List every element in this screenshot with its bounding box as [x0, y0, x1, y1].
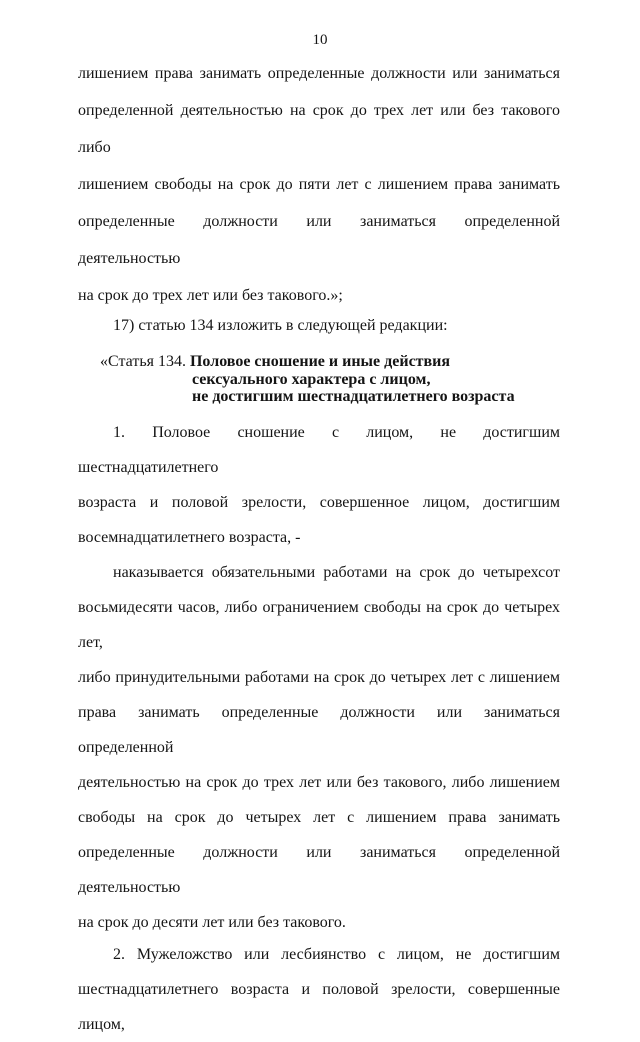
text-line: либо принудительными работами на срок до четырех лет с лишением [78, 668, 560, 686]
text-line: определенной деятельностью на срок до трех лет или без такового либо [78, 102, 560, 156]
text-line: свободы на срок до четырех лет с лишением права занимать [78, 808, 560, 826]
text-line: восьмидесяти часов, либо ограничением свободы на срок до четырех лет, [78, 598, 560, 651]
page-number: 10 [312, 32, 328, 48]
paragraph-part-2 [78, 937, 560, 1042]
text-line: наказывается обязательными работами на срок до четырехсот [113, 563, 560, 581]
text-line: на срок до трех лет или без такового.»; [78, 287, 343, 304]
article-heading-line [100, 353, 560, 371]
article-title-line-1: Половое сношение и иные действия [189, 353, 451, 370]
paragraph-part-1 [78, 415, 560, 555]
text-line: деятельностью на срок до трех лет или без такового, либо лишением [78, 773, 560, 791]
text-line: шестнадцатилетнего возраста и половой зрелости, совершенные лицом, [78, 980, 560, 1033]
text-line: права занимать определенные должности или заниматься определенной [78, 703, 560, 756]
text-line: возраста и половой зрелости, совершенное лицом, достигшим [78, 493, 560, 511]
text-line: определенные должности или заниматься определенной деятельностью [78, 213, 560, 267]
article-title-line-3: не достигшим шестнадцатилетнего возраста [192, 388, 515, 405]
text-line: восемнадцатилетнего возраста, - [78, 528, 301, 546]
paragraph-item-17 [78, 307, 560, 344]
paragraph-sanction [78, 555, 560, 940]
paragraph-continuation [78, 55, 560, 314]
article-title-line-2: сексуального характера с лицом, [192, 370, 431, 388]
text-line: 1. Половое сношение с лицом, не достигшим шестнадцатилетнего [78, 423, 560, 476]
text-line: лишением свободы на срок до пяти лет с лишением права занимать [78, 176, 560, 193]
document-body [78, 55, 560, 1042]
article-number-label: «Статья 134. [100, 353, 186, 370]
text-line: 17) статью 134 изложить в следующей редакции: [113, 317, 448, 334]
text-line: определенные должности или заниматься определенной деятельностью [78, 843, 560, 896]
text-line: на срок до десяти лет или без такового. [78, 913, 346, 931]
text-line: лишением права занимать определенные должности или заниматься [78, 65, 560, 82]
text-line: 2. Мужеложство или лесбиянство с лицом, не достигшим [113, 945, 560, 963]
article-heading [100, 353, 560, 406]
